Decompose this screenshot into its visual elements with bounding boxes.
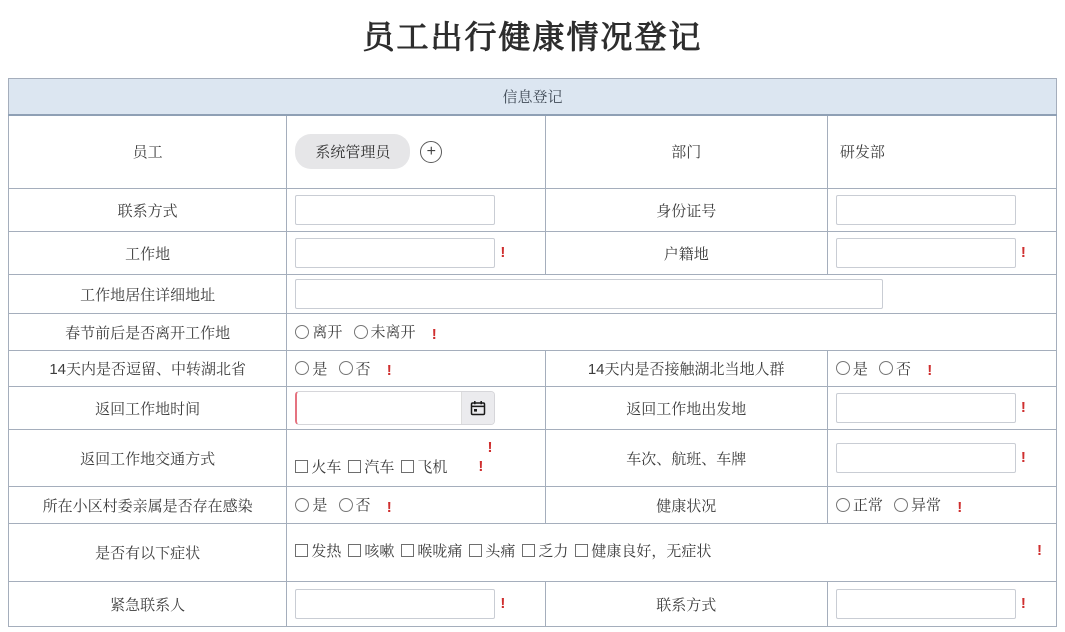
emergency-contact-method-cell xyxy=(827,582,1056,627)
required-mark: ! xyxy=(500,243,506,261)
checkbox-option-train[interactable] xyxy=(295,456,341,477)
radio-icon[interactable] xyxy=(879,361,893,375)
transport-mode-cell xyxy=(287,430,545,487)
health-status-cell xyxy=(827,487,1056,524)
hubei-people-contact-label: 14天内是否接触湖北当地人群 xyxy=(545,351,827,387)
table-row xyxy=(9,582,1057,627)
emergency-contact-method-label: 联系方式 xyxy=(545,582,827,627)
trip-numbers-input[interactable] xyxy=(836,443,1016,473)
required-mark: ! xyxy=(1037,542,1042,559)
option-label: 乏力 xyxy=(538,543,569,560)
department-value: 研发部 xyxy=(827,115,1056,189)
required-mark: ! xyxy=(957,498,963,516)
emergency-contact-method-input[interactable] xyxy=(836,589,1016,619)
table-row xyxy=(9,189,1057,232)
id-number-label: 身份证号 xyxy=(545,189,827,232)
hubei-people-contact-cell xyxy=(827,351,1056,387)
required-mark: ! xyxy=(386,498,392,516)
section-header: 信息登记 xyxy=(9,79,1057,115)
checkbox-icon[interactable] xyxy=(295,544,308,557)
option-label: 喉咙痛 xyxy=(417,543,463,560)
radio-option-hubei-contact-no[interactable] xyxy=(879,358,911,379)
section-header-row xyxy=(9,79,1057,115)
option-label: 咳嗽 xyxy=(364,543,395,560)
table-row xyxy=(9,232,1057,275)
symptoms-label: 是否有以下症状 xyxy=(9,524,287,582)
option-label: 正常 xyxy=(852,497,883,515)
checkbox-icon[interactable] xyxy=(522,544,535,557)
return-departure-label: 返回工作地出发地 xyxy=(545,387,827,430)
contact-method-label: 联系方式 xyxy=(9,189,287,232)
department-label: 部门 xyxy=(545,115,827,189)
radio-option-not-left-work[interactable] xyxy=(354,321,416,342)
return-departure-cell xyxy=(827,387,1056,430)
add-employee-icon[interactable]: + xyxy=(420,141,442,163)
return-time-cell xyxy=(287,387,545,430)
community-infection-cell xyxy=(287,487,545,524)
return-departure-input[interactable] xyxy=(836,393,1016,423)
hubei-transit-cell xyxy=(287,351,545,387)
option-label: 否 xyxy=(355,360,371,378)
required-mark: ! xyxy=(1020,594,1026,612)
checkbox-icon[interactable] xyxy=(469,544,482,557)
option-label: 火车 xyxy=(311,458,342,476)
employee-label: 员工 xyxy=(9,115,287,189)
checkbox-icon[interactable] xyxy=(575,544,588,557)
radio-icon[interactable] xyxy=(836,361,850,375)
work-address-cell xyxy=(287,275,1057,314)
trip-numbers-cell xyxy=(827,430,1056,487)
return-time-label: 返回工作地时间 xyxy=(9,387,287,430)
option-label: 离开 xyxy=(312,324,343,342)
radio-option-left-work[interactable] xyxy=(295,321,342,342)
work-location-label: 工作地 xyxy=(9,232,287,275)
work-address-input[interactable] xyxy=(295,279,883,309)
checkbox-option-headache[interactable] xyxy=(469,540,515,561)
id-number-cell xyxy=(827,189,1056,232)
radio-icon[interactable] xyxy=(339,361,353,375)
radio-option-hubei-transit-no[interactable] xyxy=(339,358,371,379)
radio-icon[interactable] xyxy=(894,498,908,512)
checkbox-icon[interactable] xyxy=(401,544,414,557)
table-row xyxy=(9,487,1057,524)
radio-icon[interactable] xyxy=(295,325,309,339)
checkbox-option-fever[interactable] xyxy=(295,540,341,561)
radio-icon[interactable] xyxy=(295,361,309,375)
checkbox-option-plane[interactable] xyxy=(401,456,447,477)
return-time-date-input[interactable] xyxy=(295,391,495,425)
option-label: 健康良好，无症状 xyxy=(591,543,712,560)
radio-option-hubei-contact-yes[interactable] xyxy=(836,358,868,379)
table-row xyxy=(9,430,1057,487)
radio-option-infection-no[interactable] xyxy=(339,494,371,515)
work-address-label: 工作地居住详细地址 xyxy=(9,275,287,314)
left-work-location-label: 春节前后是否离开工作地 xyxy=(9,314,287,351)
page-title: 员工出行健康情况登记 xyxy=(362,19,703,55)
checkbox-option-fatigue[interactable] xyxy=(522,540,568,561)
option-label: 是 xyxy=(852,360,868,378)
checkbox-option-cough[interactable] xyxy=(348,540,394,561)
return-time-input[interactable] xyxy=(297,392,460,424)
required-mark: ! xyxy=(487,438,493,456)
option-label: 异常 xyxy=(911,497,942,515)
table-row xyxy=(9,387,1057,430)
required-mark: ! xyxy=(431,325,437,343)
contact-method-cell xyxy=(287,189,545,232)
checkbox-icon[interactable] xyxy=(401,460,414,473)
emergency-contact-cell xyxy=(287,582,545,627)
trip-numbers-label: 车次、航班、车牌 xyxy=(545,430,827,487)
contact-method-input[interactable] xyxy=(295,195,495,225)
household-location-input[interactable] xyxy=(836,238,1016,268)
option-label: 飞机 xyxy=(417,458,448,476)
option-label: 头痛 xyxy=(485,543,516,560)
id-number-input[interactable] xyxy=(836,195,1016,225)
option-label: 是 xyxy=(312,497,328,515)
emergency-contact-label: 紧急联系人 xyxy=(9,582,287,627)
required-mark: ! xyxy=(1020,243,1026,261)
household-location-label: 户籍地 xyxy=(545,232,827,275)
emergency-contact-input[interactable] xyxy=(295,589,495,619)
hubei-transit-label: 14天内是否逗留、中转湖北省 xyxy=(9,351,287,387)
registration-form-table xyxy=(8,78,1057,627)
radio-option-health-abnormal[interactable] xyxy=(894,494,941,515)
option-label: 是 xyxy=(312,360,328,378)
option-label: 汽车 xyxy=(364,458,395,476)
work-location-input[interactable] xyxy=(295,238,495,268)
checkbox-icon[interactable] xyxy=(295,460,308,473)
table-row xyxy=(9,275,1057,314)
left-work-location-cell xyxy=(287,314,1057,351)
required-mark: ! xyxy=(386,362,392,380)
community-infection-label: 所在小区村委亲属是否存在感染 xyxy=(9,487,287,524)
radio-option-infection-yes[interactable] xyxy=(295,494,327,515)
work-location-cell xyxy=(287,232,545,275)
radio-icon[interactable] xyxy=(354,325,368,339)
radio-option-health-normal[interactable] xyxy=(836,494,883,515)
radio-icon[interactable] xyxy=(339,498,353,512)
required-mark: ! xyxy=(478,457,484,475)
table-row xyxy=(9,524,1057,582)
required-mark: ! xyxy=(500,594,506,612)
employee-selected-chip[interactable]: 系统管理员 xyxy=(295,134,410,169)
checkbox-option-car[interactable] xyxy=(348,456,394,477)
option-label: 否 xyxy=(896,360,912,378)
option-label: 否 xyxy=(355,497,371,515)
table-row xyxy=(9,314,1057,351)
table-row xyxy=(9,351,1057,387)
calendar-button[interactable] xyxy=(461,392,495,424)
required-mark: ! xyxy=(1020,448,1026,466)
calendar-icon xyxy=(470,400,486,416)
checkbox-icon[interactable] xyxy=(348,544,361,557)
symptoms-cell xyxy=(287,524,1057,582)
required-mark: ! xyxy=(927,362,933,380)
table-row xyxy=(9,115,1057,189)
option-label: 未离开 xyxy=(370,324,416,342)
checkbox-icon[interactable] xyxy=(348,460,361,473)
employee-value-cell xyxy=(287,115,545,189)
radio-icon[interactable] xyxy=(836,498,850,512)
radio-icon[interactable] xyxy=(295,498,309,512)
checkbox-option-sore-throat[interactable] xyxy=(401,540,462,561)
health-status-label: 健康状况 xyxy=(545,487,827,524)
option-label: 发热 xyxy=(311,543,342,560)
household-location-cell xyxy=(827,232,1056,275)
transport-mode-label: 返回工作地交通方式 xyxy=(9,430,287,487)
required-mark: ! xyxy=(1020,398,1026,416)
checkbox-option-healthy-no-symptoms[interactable] xyxy=(575,540,711,561)
radio-option-hubei-transit-yes[interactable] xyxy=(295,358,327,379)
